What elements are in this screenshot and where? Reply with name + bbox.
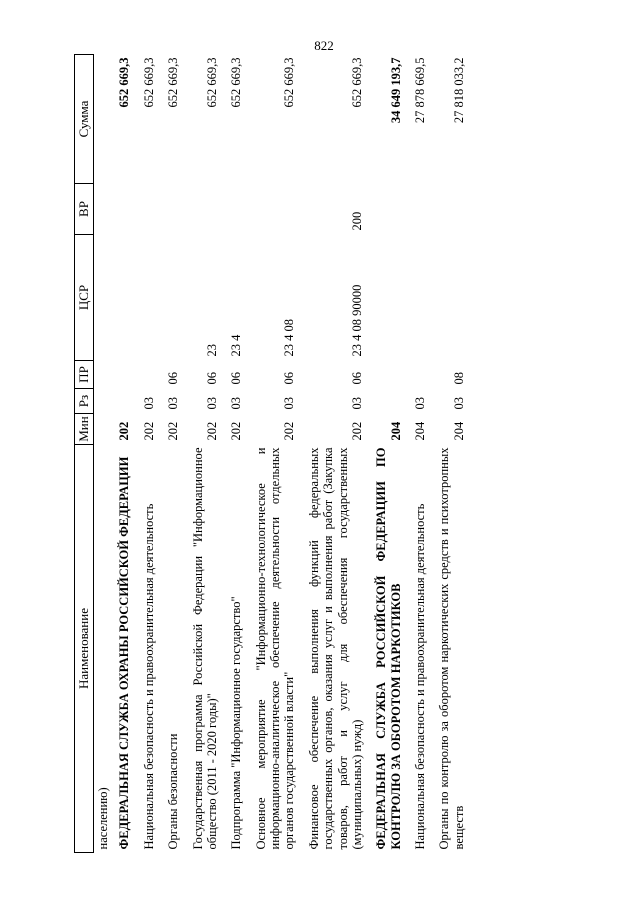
row-pr: 06 [204,372,219,385]
row-sum: 652 669,3 [349,57,364,108]
budget-table [74,54,471,853]
row-min: 204 [451,421,466,441]
row-rz: 03 [229,397,244,410]
row-csr [137,235,161,361]
row-rz [369,389,408,414]
row-csr: 23 4 [229,334,244,357]
table-row [186,55,225,853]
row-name: ФЕДЕРАЛЬНАЯ СЛУЖБА ОХРАНЫ РОССИЙСКОЙ ФЕДЕРАЦИИ [117,456,132,850]
table-row [369,55,408,853]
row-vr [224,184,248,235]
row-vr [408,184,432,235]
row-vr [161,184,185,235]
row-vr [94,184,113,235]
row-vr [112,184,136,235]
header-rz: Рз [75,389,94,414]
row-name: Государственная программа Российской Федерации "Информационное общество (2011 - 2020 годы)" [190,447,219,850]
row-vr: 200 [349,211,364,231]
row-csr [112,235,136,361]
row-pr [94,361,113,389]
row-rz: 03 [204,397,219,410]
row-sum: 652 669,3 [204,57,219,108]
row-min: 202 [282,421,297,441]
row-csr [94,235,113,361]
row-sum: 652 669,3 [166,57,181,108]
row-vr [369,184,408,235]
row-csr [161,235,185,361]
table-row [408,55,432,853]
row-min [94,414,113,445]
row-name: Основное мероприятие "Информационно-технологическое и информационно-аналитическое обеспечение деятельности отдельных органов государственной власти" [253,447,297,850]
row-sum: 27 878 669,5 [413,57,427,124]
table-row [302,55,370,853]
row-sum: 652 669,3 [282,57,297,108]
row-csr: 23 4 08 [282,319,297,357]
header-csr: ЦСР [75,235,94,361]
row-pr: 08 [451,372,466,385]
table-row [224,55,248,853]
row-rz: 03 [166,397,181,410]
page-number: 822 [314,38,334,53]
row-sum: 652 669,3 [117,57,132,108]
header-vr: ВР [75,184,94,235]
row-name: населению) [96,787,110,850]
row-min: 204 [388,421,403,441]
row-min: 202 [349,421,364,441]
table-row [137,55,161,853]
row-pr [408,361,432,389]
row-sum [94,55,113,184]
row-pr [112,361,136,389]
row-csr [408,235,432,361]
row-vr [432,184,471,235]
row-csr [369,235,408,361]
row-pr: 06 [349,372,364,385]
row-rz: 03 [349,397,364,410]
row-name: Национальная безопасность и правоохранительная деятельность [141,503,156,850]
budget-table-rotated [74,55,616,853]
row-pr [369,361,408,389]
row-sum: 652 669,3 [141,57,156,108]
table-header-row [75,55,94,853]
row-csr: 23 4 08 90000 [349,284,364,357]
row-vr [186,184,225,235]
table-row [249,55,302,853]
row-name: Подпрограмма "Информационное государство" [229,596,244,850]
row-rz: 03 [282,397,297,410]
row-name: Органы безопасности [166,733,181,850]
row-pr: 06 [229,372,244,385]
table-row [432,55,471,853]
row-min: 202 [117,421,132,441]
row-rz [112,389,136,414]
row-rz: 03 [141,397,156,410]
header-sum: Сумма [75,55,94,184]
table-row [94,55,113,853]
row-rz: 03 [451,397,466,410]
row-rz [94,389,113,414]
row-sum: 27 818 033,2 [451,57,466,124]
table-row [112,55,136,853]
row-min: 202 [229,421,244,441]
row-name: Финансовое обеспечение выполнения функций федеральных государственных органов, оказания услуг и выполнения работ (Закупка товаров, работ и услуг для обеспечения государственных (муниципальных) нужд) [306,447,364,850]
row-min: 202 [204,421,219,441]
table-row [161,55,185,853]
row-pr: 06 [282,372,297,385]
header-pr: ПР [75,361,94,389]
row-sum: 652 669,3 [229,57,244,108]
row-vr [249,184,302,235]
row-pr [137,361,161,389]
row-name: ФЕДЕРАЛЬНАЯ СЛУЖБА РОССИЙСКОЙ ФЕДЕРАЦИИ ПО КОНТРОЛЮ ЗА ОБОРОТОМ НАРКОТИКОВ [374,447,403,850]
row-csr [432,235,471,361]
header-min: Мин [75,414,94,445]
row-rz: 03 [413,397,427,410]
header-name: Наименование [75,445,94,853]
row-sum: 34 649 193,7 [388,57,403,124]
row-min: 204 [413,421,427,441]
row-min: 202 [141,421,156,441]
row-name: Национальная безопасность и правоохранительная деятельность [413,503,427,850]
row-pr: 06 [166,372,181,385]
row-csr: 23 [204,344,219,357]
row-vr [137,184,161,235]
row-min: 202 [166,421,181,441]
row-name: Органы по контролю за оборотом наркотических средств и психотропных веществ [437,447,466,850]
